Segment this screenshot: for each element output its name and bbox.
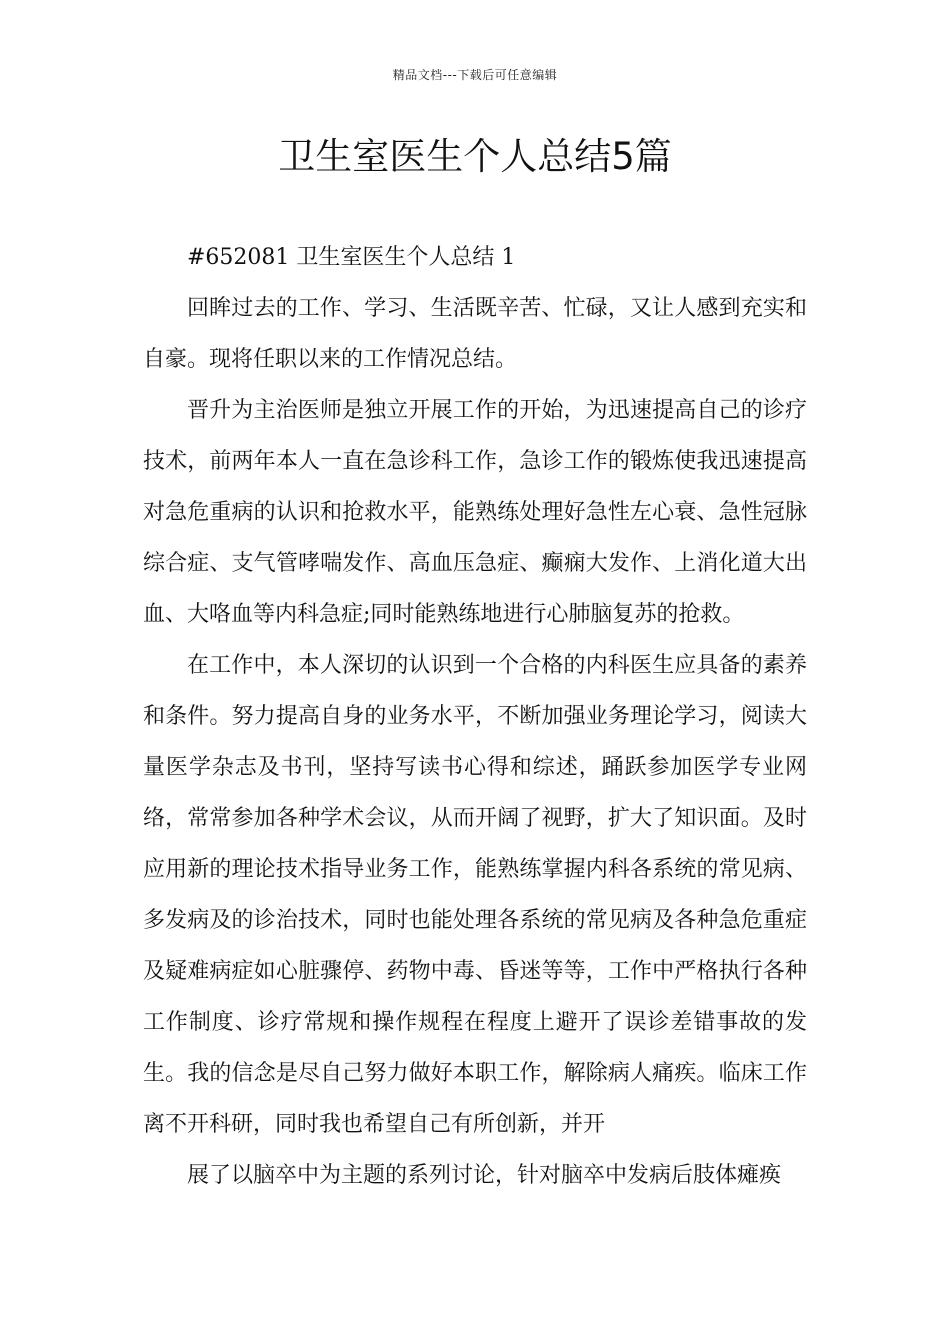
section-heading: #652081 卫生室医生个人总结 1 bbox=[187, 245, 516, 270]
paragraph-4: 展了以脑卒中为主题的系列讨论，针对脑卒中发病后肢体瘫痪 bbox=[187, 1163, 782, 1188]
document-title: 卫生室医生个人总结5篇 bbox=[278, 135, 672, 178]
paragraph-3: 在工作中，本人深切的认识到一个合格的内科医生应具备的素养和条件。努力提高自身的业务水平，不断加强业务理论学习，阅读大量医学杂志及书刊，坚持写读书心得和综述，踊跃参加医学专业网络，常常参加各种学术会议，从而开阔了视野，扩大了知识面。及时应用新的理论技术指导业务工作，能熟练掌握内科各系统的常见病、多发病及的诊治技术，同时也能处理各系统的常见病及各种急危重症及疑难病症如心脏骤停、药物中毒、昏迷等等，工作中严格执行各种工作制度、诊疗常规和操作规程在程度上避开了误诊差错事故的发生。我的信念是尽自己努力做好本职工作，解除病人痛疾。临床工作离不开科研，同时我也希望自己有所创新，并开 bbox=[143, 653, 807, 1137]
paragraph-2: 晋升为主治医师是独立开展工作的开始，为迅速提高自己的诊疗技术，前两年本人一直在急诊科工作，急诊工作的锻炼使我迅速提高对急危重病的认识和抢救水平，能熟练处理好急性左心衰、急性冠脉综合症、支气管哮喘发作、高血压急症、癫痫大发作、上消化道大出血、大咯血等内科急症;同时能熟练地进行心肺脑复苏的抢救。 bbox=[143, 398, 807, 627]
document-body bbox=[143, 232, 807, 1201]
paragraph-1: 回眸过去的工作、学习、生活既辛苦、忙碌，又让人感到充实和自豪。现将任职以来的工作情况总结。 bbox=[143, 296, 807, 372]
header-note: 精品文档---下载后可任意编辑 bbox=[392, 68, 558, 82]
